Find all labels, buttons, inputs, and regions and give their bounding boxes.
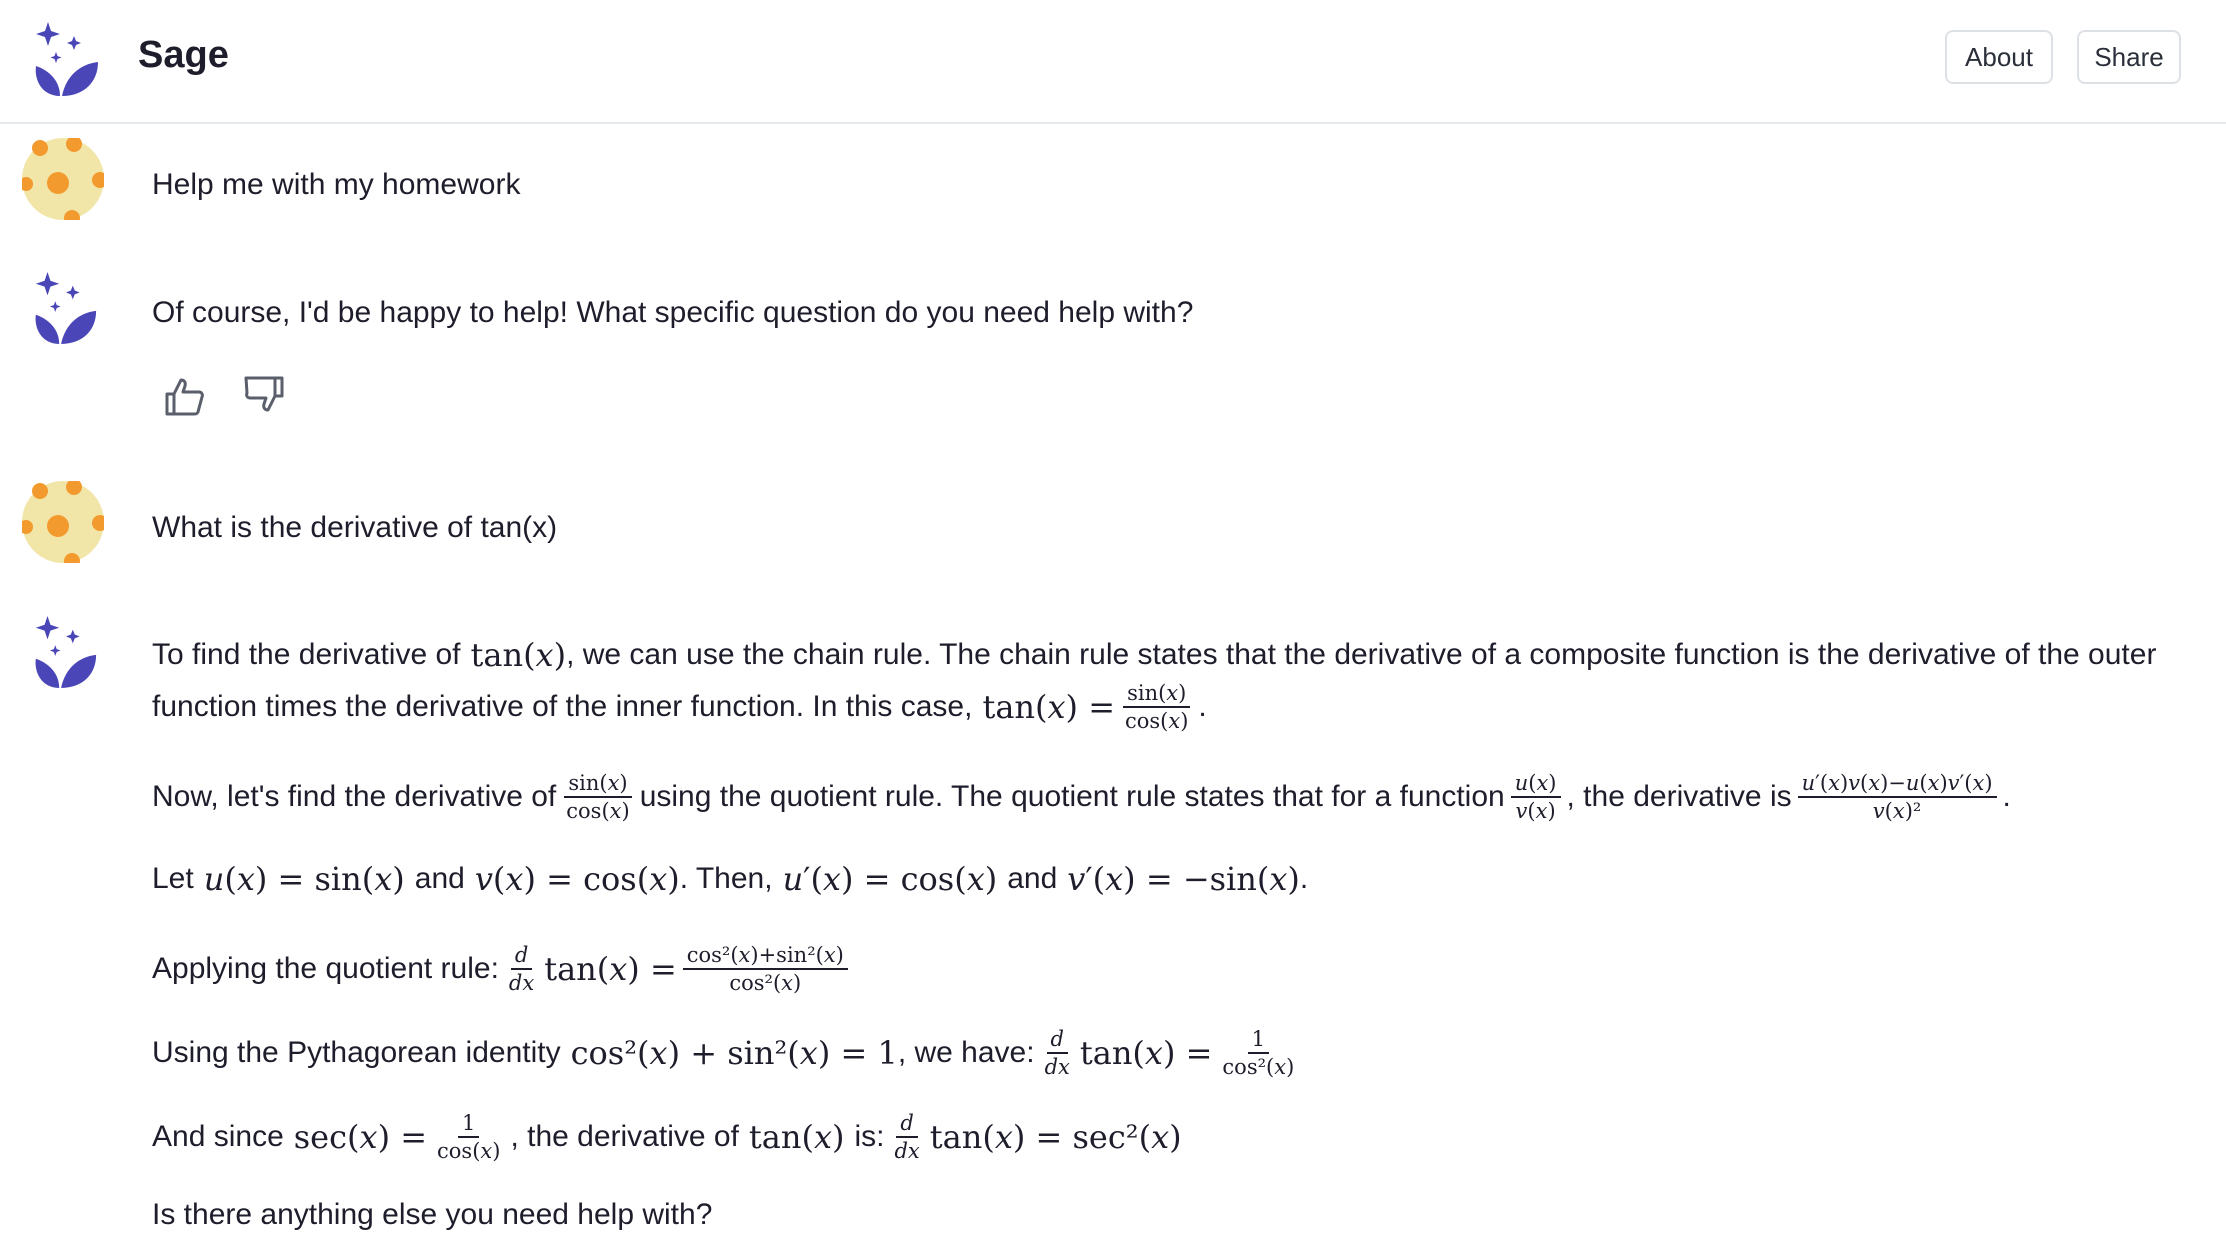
- thumbs-down-icon[interactable]: [240, 372, 288, 420]
- bot-paragraph-4: Applying the quotient rule: $\frac{d}{dx}$ tan(x) = $\frac{\text{cos²(x)+sin²(x)}}{\text{cos²(x)}}$: [152, 942, 854, 996]
- bot-paragraph-2: Now, let's find the derivative of $\frac{\sin(x)}{\cos(x)}$ using the quotient rule. The quotient rule states that for a function $\frac{u(x)}{v(x)}$ , the derivative is $\frac{u'(x)v(x)-u(x)v'(x)}{\text{v(x)²}}$ .: [152, 771, 2011, 823]
- share-button[interactable]: Share: [2077, 30, 2181, 84]
- bot-paragraph-3: Let u(x) = sin(x) and v(x) = cos(x) . Then, u′(x) = cos(x) and v′(x) = −sin(x) .: [152, 860, 1309, 898]
- user-avatar: [22, 481, 104, 563]
- bot-paragraph-6: And since sec(x) = $\frac{1}{\cos(x)}$ , the derivative of tan(x) is: $\frac{d}{dx}$ tan(x) = sec²(x): [152, 1111, 1182, 1163]
- about-button[interactable]: About: [1945, 30, 2053, 84]
- bot-paragraph-1-cont: function times the derivative of the inner function. In this case, tan(x) = $\frac{\sin(x)}{\cos(x)}$ .: [152, 681, 1207, 733]
- bot-avatar: [30, 612, 100, 692]
- app-header: [0, 0, 2226, 124]
- user-avatar: [22, 138, 104, 220]
- user-message-1: Help me with my homework: [152, 168, 521, 201]
- bot-paragraph-5: Using the Pythagorean identity cos²(x) + sin²(x) = 1 , we have: $\frac{d}{dx}$ tan(x) = $\frac{1}{\text{cos²(x)}}$: [152, 1027, 1295, 1079]
- thumbs-up-icon[interactable]: [161, 372, 209, 420]
- bot-message-1: Of course, I'd be happy to help! What specific question do you need help with?: [152, 296, 1194, 329]
- sparkle-leaf-logo-icon: [30, 18, 102, 100]
- user-message-2: What is the derivative of tan(x): [152, 511, 558, 544]
- bot-paragraph-7: Is there anything else you need help with?: [152, 1198, 713, 1231]
- bot-paragraph-1: To find the derivative of tan(x) , we can use the chain rule. The chain rule states that the derivative of a composite function is the derivative of the outer: [152, 636, 2157, 674]
- app-title: Sage: [138, 34, 229, 76]
- bot-avatar: [30, 268, 100, 348]
